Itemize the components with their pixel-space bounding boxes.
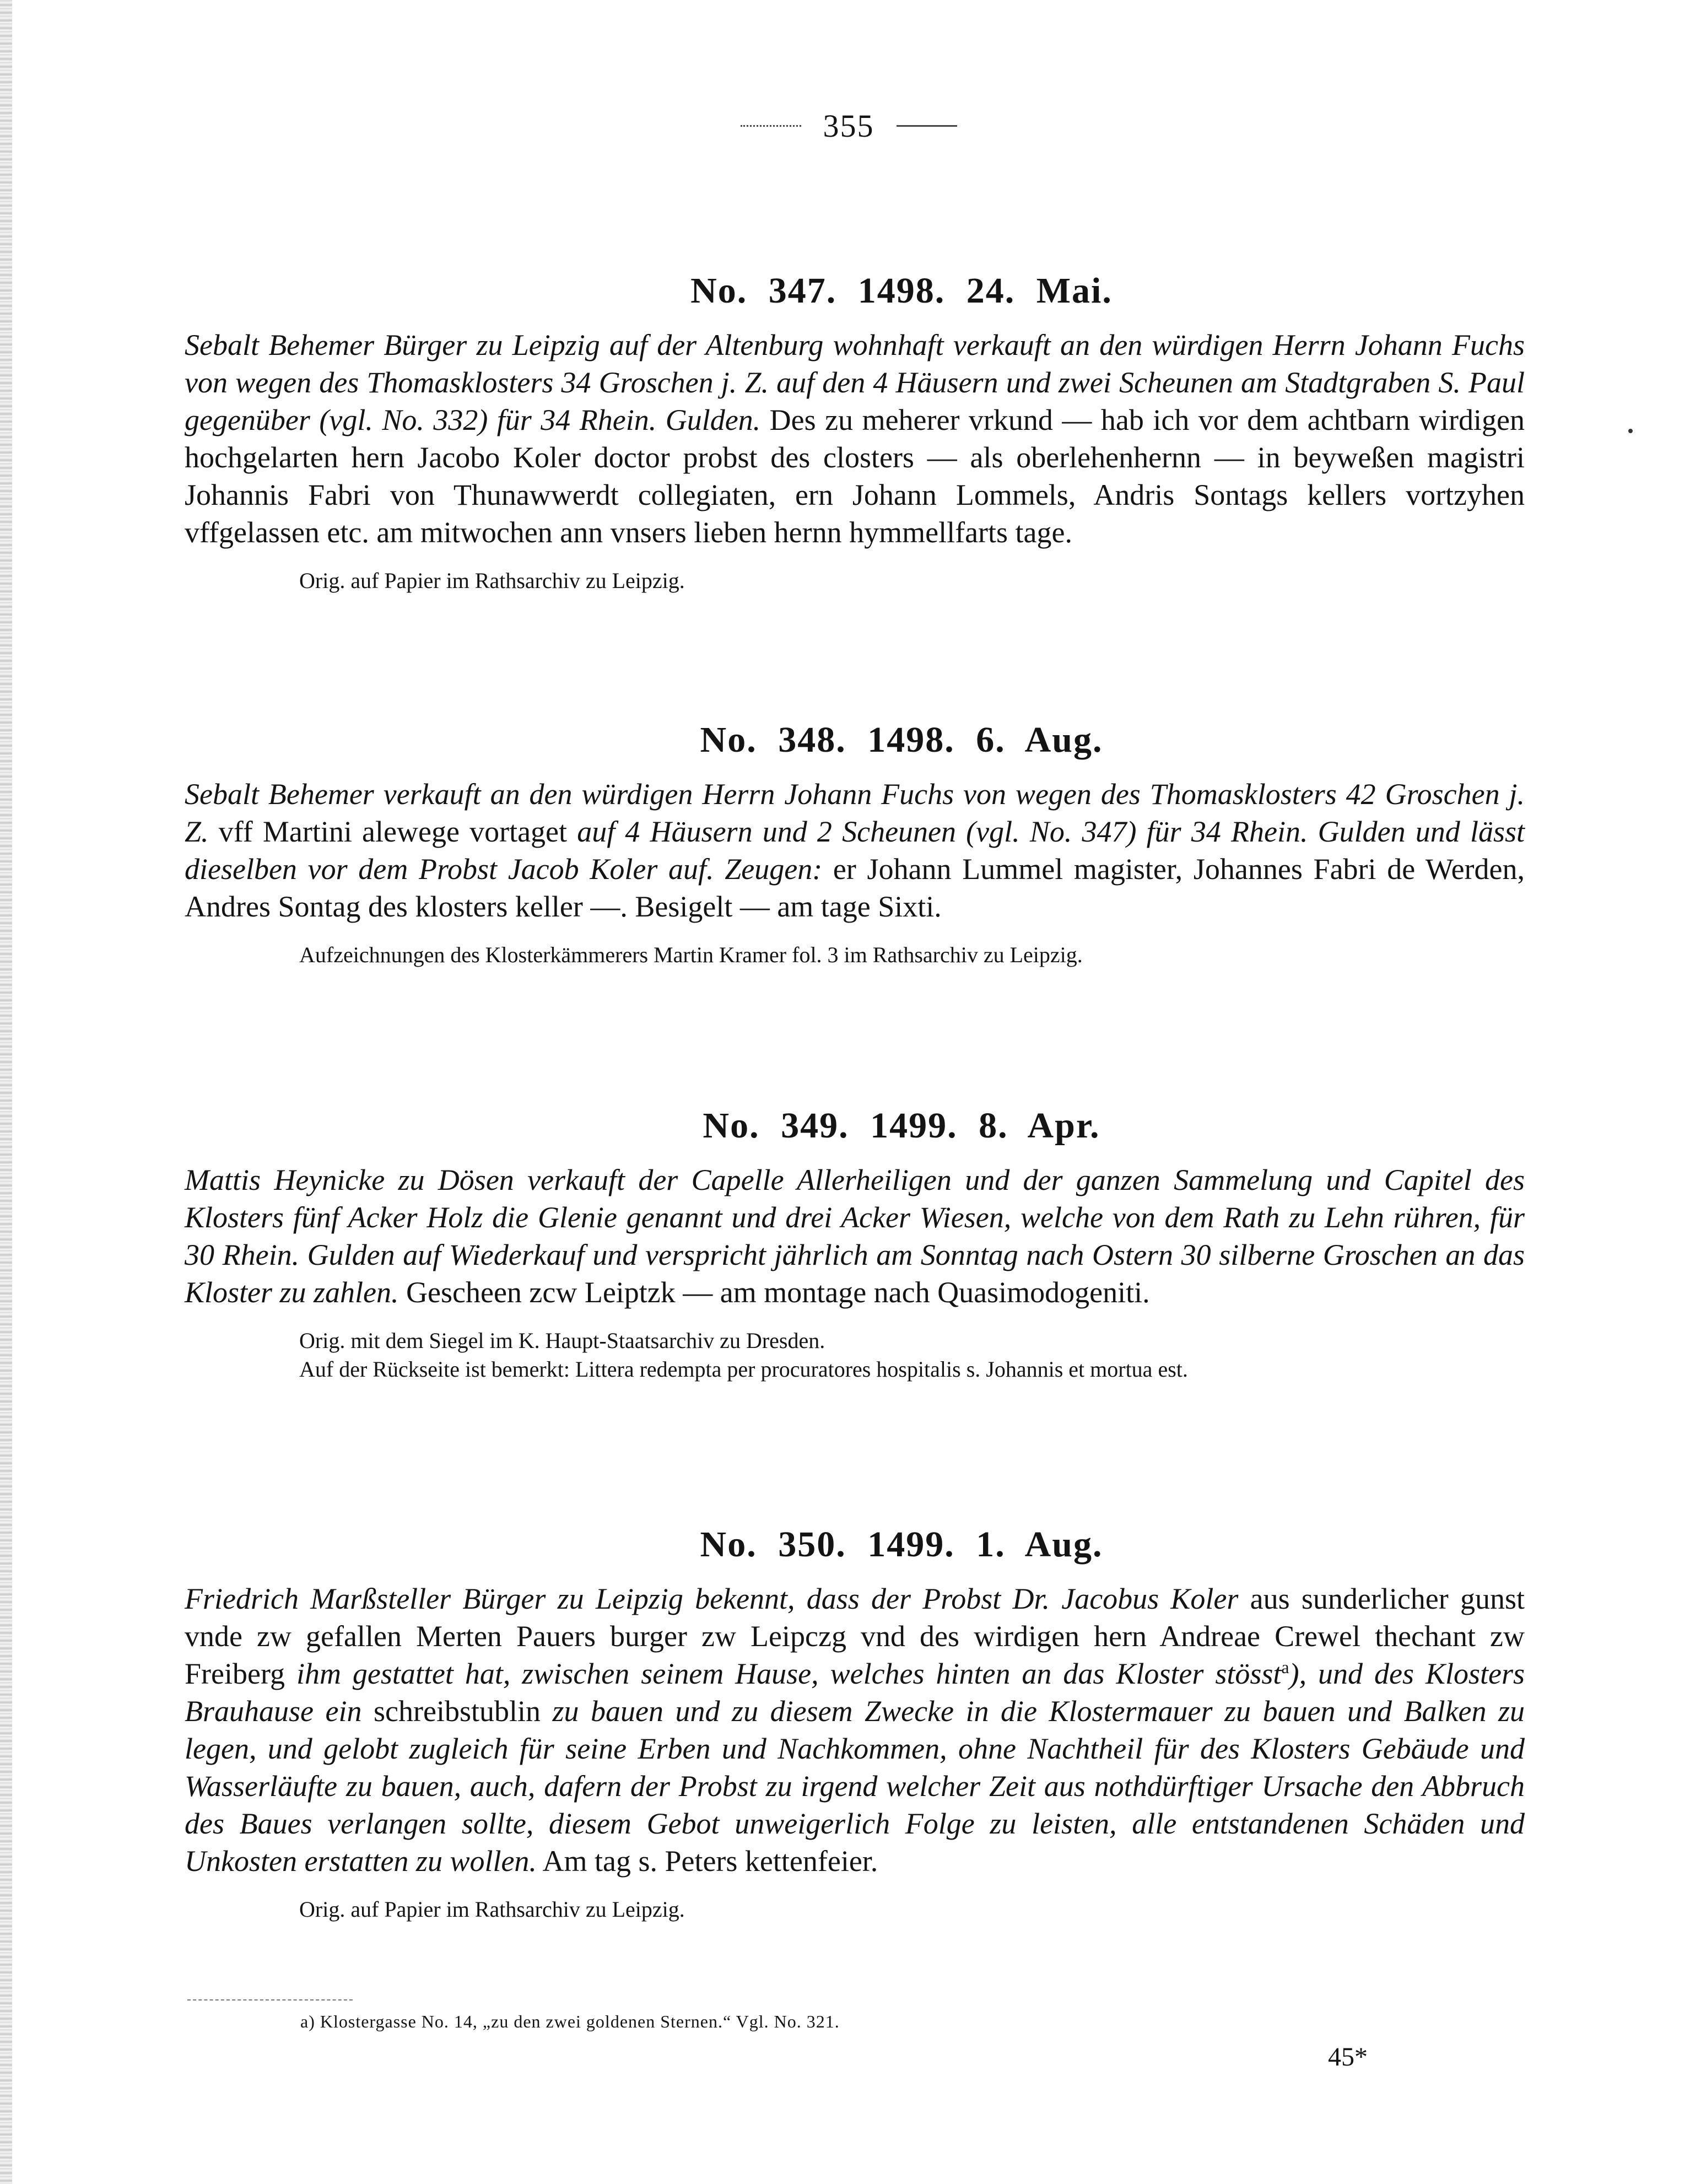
- entry-text: [185, 326, 1525, 551]
- regest-text: Sebalt Behemer verkauft an den würdigen Herrn Johann Fuchs von wegen des Thomasklosters 42 Groschen j. Z.: [185, 778, 1525, 848]
- entry-349: [185, 1105, 1525, 1384]
- quoted-text-end: Am tag s. Peters kettenfeier.: [542, 1845, 878, 1878]
- entry-text: [185, 1580, 1525, 1880]
- source-note: Orig. auf Papier im Rathsarchiv zu Leipzig.: [299, 1897, 685, 1922]
- footnote-ref: a: [1281, 1657, 1289, 1677]
- entry-heading: No. 350. 1499. 1. Aug.: [700, 1524, 1103, 1565]
- source-note: Orig. auf Papier im Rathsarchiv zu Leipzig.: [299, 568, 685, 593]
- page-number: 355: [823, 107, 874, 144]
- running-header: [705, 104, 992, 148]
- source-note: Aufzeichnungen des Klosterkämmerers Martin Kramer fol. 3 im Rathsarchiv zu Leipzig.: [299, 942, 1083, 967]
- regest-text-cont2: ), und des Klosters Brauhause ein: [185, 1657, 1525, 1728]
- source-note: Orig. mit dem Siegel im K. Haupt-Staatsarchiv zu Dresden.: [299, 1328, 825, 1353]
- entry-350: [185, 1524, 1525, 1924]
- quoted-text: aus sunderlicher gunst vnde zw gefallen Merten Pauers burger zw Leipczg vnd des wirdigen hern Andreae Crewel thechant zw Freiberg: [185, 1582, 1525, 1690]
- regest-text: Friedrich Marßsteller Bürger zu Leipzig bekennt, dass der Probst Dr. Jacobus Koler: [185, 1582, 1239, 1615]
- entry-text: [185, 1161, 1525, 1311]
- quoted-text: vff Martini alewege vortaget: [218, 815, 568, 848]
- scan-edge: [0, 0, 12, 2184]
- header-rule-right: [897, 125, 957, 127]
- regest-text-cont: ihm gestattet hat, zwischen seinem Hause, welches hinten an das Kloster stösst: [296, 1657, 1282, 1690]
- source-note-reverse: Auf der Rückseite ist bemerkt: Littera redempta per procuratores hospitalis s. Johannis et mortua est.: [299, 1357, 1188, 1382]
- signature-mark: 45*: [1328, 2042, 1368, 2072]
- entry-text: [185, 775, 1525, 925]
- quoted-text-cont: er Johann Lummel magister, Johannes Fabri de Werden, Andres Sontag des klosters keller —. Besigelt — am tage Sixti.: [185, 853, 1525, 923]
- regest-text-cont3: zu bauen und zu diesem Zwecke in die Klostermauer zu bauen und Balken zu legen, und gelobt zugleich für seine Erben und Nachkommen, ohne Nachtheil für des Klosters Gebäude und Wasserläufte zu bauen, auch, dafern der Probst zu irgend welcher Zeit aus nothdürftiger Ursache den Abbruch des Baues verlangen sollte, diesem Gebot unweigerlich Folge zu leisten, alle entstandenen Schäden und Unkosten erstatten zu wollen.: [185, 1695, 1525, 1878]
- entry-347: [185, 270, 1525, 595]
- quoted-word: schreibstublin: [374, 1695, 541, 1728]
- regest-text-cont: auf 4 Häusern und 2 Scheunen (vgl. No. 347) für 34 Rhein. Gulden und lässt dieselben vor dem Probst Jacob Koler auf. Zeugen:: [185, 815, 1525, 886]
- ink-speck: [1628, 429, 1633, 433]
- footnote-rule: [187, 1999, 353, 2000]
- regest-text: Mattis Heynicke zu Dösen verkauft der Capelle Allerheiligen und der ganzen Sammelung und Capitel des Klosters fünf Acker Holz die Glenie genannt und drei Acker Wiesen, welche von dem Rath zu Lehn rühren, für 30 Rhein. Gulden auf Wiederkauf und verspricht jährlich am Sonntag nach Ostern 30 silberne Groschen an das Kloster zu zahlen.: [185, 1163, 1525, 1309]
- quoted-text: Des zu meherer vrkund — hab ich vor dem achtbarn wirdigen hochgelarten hern Jacobo Koler doctor probst des closters — als oberlehenhernn — in beyweßen magistri Johannis Fabri von Thunawwerdt collegiaten, ern Johann Lommels, Andris Sontags kellers vortzyhen vffgelassen etc. am mitwochen ann vnsers lieben hernn hymmellfarts tage.: [185, 403, 1525, 549]
- entry-348: [185, 719, 1525, 969]
- quoted-text: Gescheen zcw Leiptzk — am montage nach Quasimodogeniti.: [406, 1276, 1150, 1309]
- entry-heading: No. 347. 1498. 24. Mai.: [690, 271, 1113, 311]
- entry-heading: No. 348. 1498. 6. Aug.: [700, 720, 1103, 760]
- footnote: a) Klostergasse No. 14, „zu den zwei goldenen Sternen.“ Vgl. No. 321.: [300, 2012, 840, 2031]
- regest-text: Sebalt Behemer Bürger zu Leipzig auf der Altenburg wohnhaft verkauft an den würdigen Herrn Johann Fuchs von wegen des Thomasklosters 34 Groschen j. Z. auf den 4 Häusern und zwei Scheunen am Stadtgraben S. Paul gegenüber (vgl. No. 332) für 34 Rhein. Gulden.: [185, 328, 1525, 436]
- entry-heading: No. 349. 1499. 8. Apr.: [703, 1106, 1100, 1146]
- header-rule-left: [741, 125, 801, 127]
